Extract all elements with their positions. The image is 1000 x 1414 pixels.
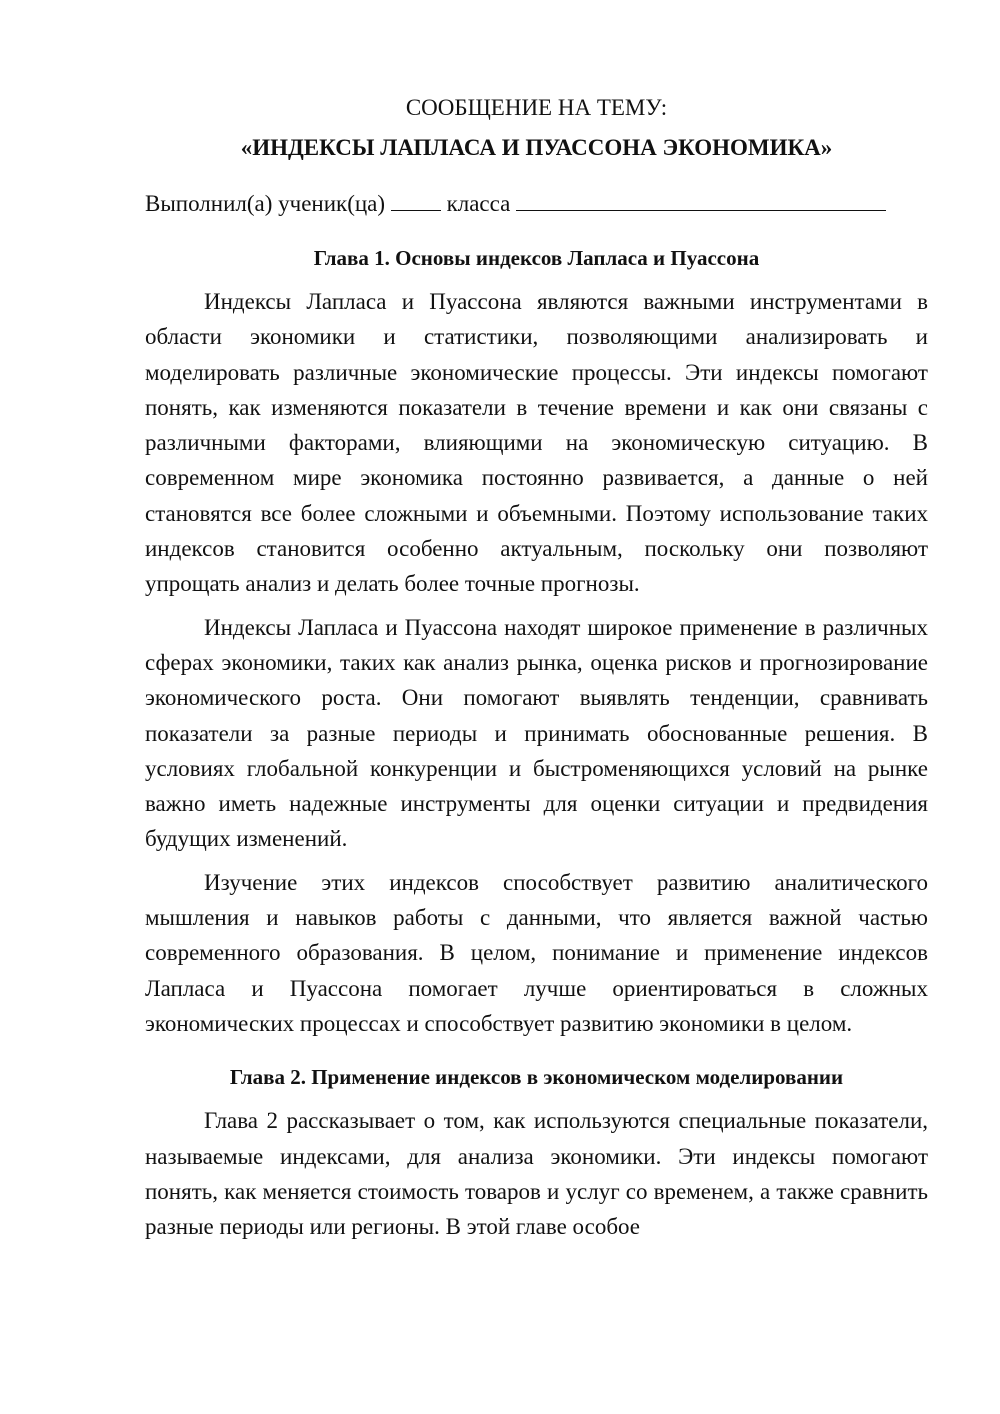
- chapter-1: [145, 240, 928, 1041]
- document-title: «ИНДЕКСЫ ЛАПЛАСА И ПУАССОНА ЭКОНОМИКА»: [240, 135, 833, 160]
- chapter-2-paragraph-1: Глава 2 рассказывает о том, как используются специальные показатели, называемые индексами, для анализа экономики. Эти индексы помогают понять, как меняется стоимость товаров и услуг со временем, а также сравнить разные периоды или регионы. В этой главе особое: [145, 1108, 928, 1240]
- chapter-1-title: Глава 1. Основы индексов Лапласа и Пуассона: [313, 246, 760, 270]
- class-blank-line: [391, 188, 441, 211]
- author-prefix: Выполнил(а) ученик(ца): [145, 191, 386, 216]
- chapter-2: [145, 1059, 928, 1244]
- chapter-1-paragraph-2: Индексы Лапласа и Пуассона находят широкое применение в различных сферах экономики, таких как анализ рынка, оценка рисков и прогнозирование экономического роста. Они помогают выявлять тенденции, сравнивать показатели за разные периоды и принимать обоснованные решения. В условиях глобальной конкуренции и быстроменяющихся условий на рынке важно иметь надежные инструменты для оценки ситуации и предвидения будущих изменений.: [145, 614, 928, 852]
- document-page: [145, 88, 928, 1252]
- topic-label: СООБЩЕНИЕ НА ТЕМУ:: [405, 95, 668, 120]
- class-word: класса: [446, 191, 511, 216]
- chapter-2-title: Глава 2. Применение индексов в экономическом моделировании: [229, 1065, 844, 1090]
- chapter-1-paragraph-3: Изучение этих индексов способствует развитию аналитического мышления и навыков работы с данными, что является важной частью современного образования. В целом, понимание и применение индексов Лапласа и Пуассона помогает лучше ориентироваться в сложных экономических процессах и способствует развитию экономики в целом.: [145, 869, 928, 1036]
- chapter-1-paragraph-1: Индексы Лапласа и Пуассона являются важными инструментами в области экономики и статистики, позволяющими анализировать и моделировать различные экономические процессы. Эти индексы помогают понять, как изменяются показатели в течение времени и как они связаны с различными факторами, влияющими на экономическую ситуацию. В современном мире экономика постоянно развивается, а данные о ней становятся все более сложными и объемными. Поэтому использование таких индексов становится особенно актуальным, поскольку они позволяют упрощать анализ и делать более точные прогнозы.: [145, 289, 928, 597]
- name-blank-line: [516, 188, 886, 211]
- author-line: [145, 184, 928, 224]
